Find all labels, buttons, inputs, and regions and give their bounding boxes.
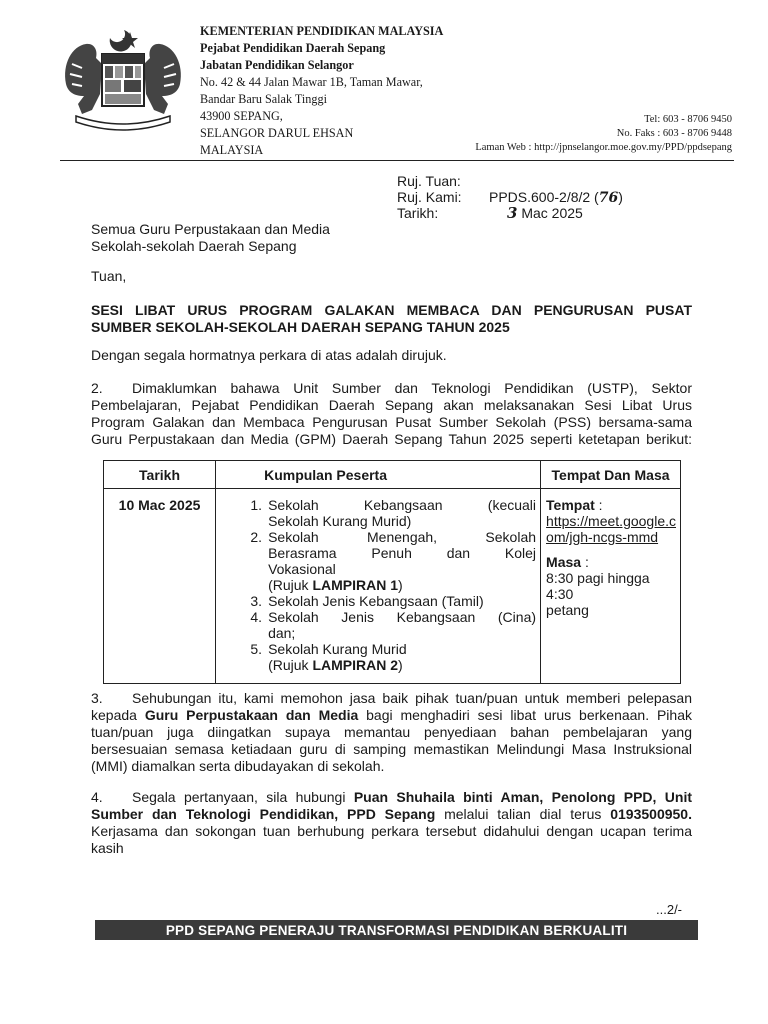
subject-line-2: SUMBER SEKOLAH-SEKOLAH DAERAH SEPANG TAHUN 2025 <box>91 319 510 335</box>
paragraph-3-line-4: bersesuaian semasa ketiadaan guru di samping memastikan Melindungi Masa Instruksional <box>91 741 692 757</box>
ref-lampiran: LAMPIRAN 1 <box>312 577 398 593</box>
paragraph-4-line-3: Kerjasama dan sokongan tuan berhubung perkara tersebut didahului dengan ucapan terima <box>91 823 692 839</box>
paragraph-2 <box>91 380 692 448</box>
website: Laman Web : http://jpnselangor.moe.gov.my/PPD/ppdsepang <box>475 142 732 153</box>
footer-banner-text: PPD SEPANG PENERAJU TRANSFORMASI PENDIDIKAN BERKUALITI <box>165 922 628 938</box>
list-item-number: 1. <box>250 497 263 513</box>
paragraph-3-line-2 <box>91 707 692 724</box>
masa-colon: : <box>581 554 589 570</box>
paragraph-4-line-2 <box>91 806 692 823</box>
list-item <box>240 529 536 593</box>
paragraph-1: Dengan segala hormatnya perkara di atas adalah dirujuk. <box>91 347 447 363</box>
paragraph-4-contact-unit: Sumber dan Teknologi Pendidikan, PPD Sepang <box>91 806 436 822</box>
paragraph-4-contact-name: Puan Shuhaila binti Aman, Penolong PPD, Unit <box>353 789 692 805</box>
list-item <box>240 593 536 609</box>
lampiran-ref <box>268 577 536 593</box>
list-item-text: Sekolah Kurang Murid) <box>268 513 412 529</box>
ref-prefix: (Rujuk <box>268 657 313 673</box>
list-item-text: Sekolah Menengah, Sekolah <box>268 529 537 545</box>
reference-block <box>397 173 697 221</box>
paragraph-2-line-1 <box>91 380 692 397</box>
meeting-link[interactable] <box>546 513 676 545</box>
footer-banner <box>95 920 698 940</box>
paragraph-3-text-2a: kepada <box>91 707 145 723</box>
list-item-text: Sekolah Jenis Kebangsaan (Cina) <box>268 609 537 625</box>
list-item-text: Sekolah Kebangsaan (kecuali <box>268 497 537 513</box>
masa-line-2: petang <box>546 602 589 618</box>
ministry-name: KEMENTERIAN PENDIDIKAN MALAYSIA <box>200 24 444 38</box>
masa-label: Masa <box>546 554 582 570</box>
tempat-colon: : <box>594 497 603 513</box>
schedule-table <box>103 460 681 684</box>
list-item-text: Sekolah Jenis Kebangsaan (Tamil) <box>268 593 484 609</box>
table-row <box>104 489 681 684</box>
ruj-kami-row <box>397 189 697 205</box>
address-line-2: Bandar Baru Salak Tinggi <box>200 92 327 106</box>
page-continuation: ...2/- <box>656 902 683 917</box>
salutation: Tuan, <box>91 268 127 284</box>
list-item-text: Berasrama Penuh dan Kolej <box>268 545 537 561</box>
list-item-number: 3. <box>250 593 263 609</box>
paragraph-2-number: 2. <box>91 380 103 396</box>
meeting-link-line-2[interactable]: om/jgh-ncgs-mmd <box>546 529 659 545</box>
list-item-text: dan; <box>268 625 296 641</box>
list-item <box>240 497 536 529</box>
ruj-kami-value: PPDS.600-2/8/2 ( <box>489 189 599 205</box>
cell-date: 10 Mac 2025 <box>104 489 216 684</box>
recipient-block <box>91 221 330 255</box>
ruj-tuan-label: Ruj. Tuan: <box>397 173 461 189</box>
paragraph-2-line-2: Pembelajaran, Pejabat Pendidikan Daerah Sepang akan melaksanakan Sesi Libat Urus <box>91 397 692 413</box>
paragraph-4-number: 4. <box>91 789 103 805</box>
list-item-text: Sekolah Kurang Murid <box>268 641 407 657</box>
masa-line-1: 8:30 pagi hingga 4:30 <box>546 570 650 602</box>
list-item-number: 4. <box>250 609 263 625</box>
ruj-kami-handwritten: 76 <box>598 190 619 206</box>
paragraph-4-text-2: melalui talian dial terus <box>435 806 611 822</box>
subject <box>91 302 692 336</box>
list-item <box>240 609 536 641</box>
address-line-4: SELANGOR DARUL EHSAN <box>200 126 354 140</box>
paragraph-2-line-4: Guru Perpustakaan dan Media (GPM) Daerah Sepang Tahun 2025 seperti ketetapan berikut: <box>91 431 692 447</box>
department-name: Jabatan Pendidikan Selangor <box>200 58 354 72</box>
header-kumpulan-peserta: Kumpulan Peserta <box>216 461 541 489</box>
letterhead-divider <box>60 160 734 161</box>
tarikh-month-year: Mac 2025 <box>521 205 583 221</box>
list-item-number: 2. <box>250 529 263 545</box>
paragraph-3-bold-gpm: Guru Perpustakaan dan Media <box>144 707 359 723</box>
ruj-tuan-row <box>397 173 697 189</box>
paragraph-3-line-5: (MMI) diamalkan serta dibudayakan di sekolah. <box>91 758 385 774</box>
header-tempat-dan-masa: Tempat Dan Masa <box>541 461 681 489</box>
meeting-link-line-1[interactable]: https://meet.google.c <box>546 513 676 529</box>
recipient-line-2: Sekolah-sekolah Daerah Sepang <box>91 238 297 254</box>
paragraph-4-line-4: kasih <box>91 840 124 856</box>
paragraph-3-text-2b: bagi menghadiri sesi libat urus berkenaan. Pihak <box>358 707 692 723</box>
ref-prefix: (Rujuk <box>268 577 313 593</box>
lampiran-ref <box>268 657 536 673</box>
office-name: Pejabat Pendidikan Daerah Sepang <box>200 41 386 55</box>
tempat-label: Tempat <box>546 497 595 513</box>
address-line-1: No. 42 & 44 Jalan Mawar 1B, Taman Mawar, <box>200 75 423 89</box>
letterhead <box>0 0 768 165</box>
cell-venue-time <box>541 489 681 684</box>
recipient-line-1: Semua Guru Perpustakaan dan Media <box>91 221 330 237</box>
telephone: Tel: 603 - 8706 9450 <box>644 114 732 125</box>
paragraph-3-line-3: tuan/puan juga diingatkan supaya memantau penyediaan bahan pembelajaran yang <box>91 724 692 740</box>
paragraph-4 <box>91 789 692 857</box>
cell-participants <box>216 489 541 684</box>
table-header-row <box>104 461 681 489</box>
paragraph-4-line-1 <box>91 789 692 806</box>
paragraph-3-number: 3. <box>91 690 103 706</box>
ref-suffix: ) <box>398 577 403 593</box>
address-line-3: 43900 SEPANG, <box>200 109 283 123</box>
paragraph-2-text-1: Dimaklumkan bahawa Unit Sumber dan Teknologi Pendidikan (USTP), Sektor <box>132 380 692 396</box>
paragraph-4-text-1: Segala pertanyaan, sila hubungi <box>132 789 354 805</box>
list-item-text: Vokasional <box>268 561 336 577</box>
list-item <box>240 641 536 673</box>
ruj-kami-label: Ruj. Kami: <box>397 189 462 205</box>
address-line-5: MALAYSIA <box>200 143 264 157</box>
tarikh-day-handwritten: 3 <box>507 204 518 222</box>
header-tarikh: Tarikh <box>104 461 216 489</box>
list-item-number: 5. <box>250 641 263 657</box>
subject-line-1: SESI LIBAT URUS PROGRAM GALAKAN MEMBACA DAN PENGURUSAN PUSAT <box>91 302 692 318</box>
paragraph-3-text-1: Sehubungan itu, kami memohon jasa baik pihak tuan/puan untuk memberi pelepasan <box>132 690 692 706</box>
ref-lampiran: LAMPIRAN 2 <box>312 657 398 673</box>
fax-number: No. Faks : 603 - 8706 9448 <box>616 128 732 139</box>
paragraph-2-line-3: Program Galakan dan Membaca Pengurusan Pusat Sumber Sekolah (PSS) bersama-sama <box>91 414 692 430</box>
paragraph-3-line-1 <box>91 690 692 707</box>
paragraph-3 <box>91 690 692 775</box>
paragraph-4-phone: 0193500950. <box>610 806 692 822</box>
malaysia-crest-logo <box>58 24 188 134</box>
tarikh-label: Tarikh: <box>397 205 439 221</box>
ruj-kami-close: ) <box>618 189 623 205</box>
tarikh-row <box>397 205 697 221</box>
ref-suffix: ) <box>398 657 403 673</box>
